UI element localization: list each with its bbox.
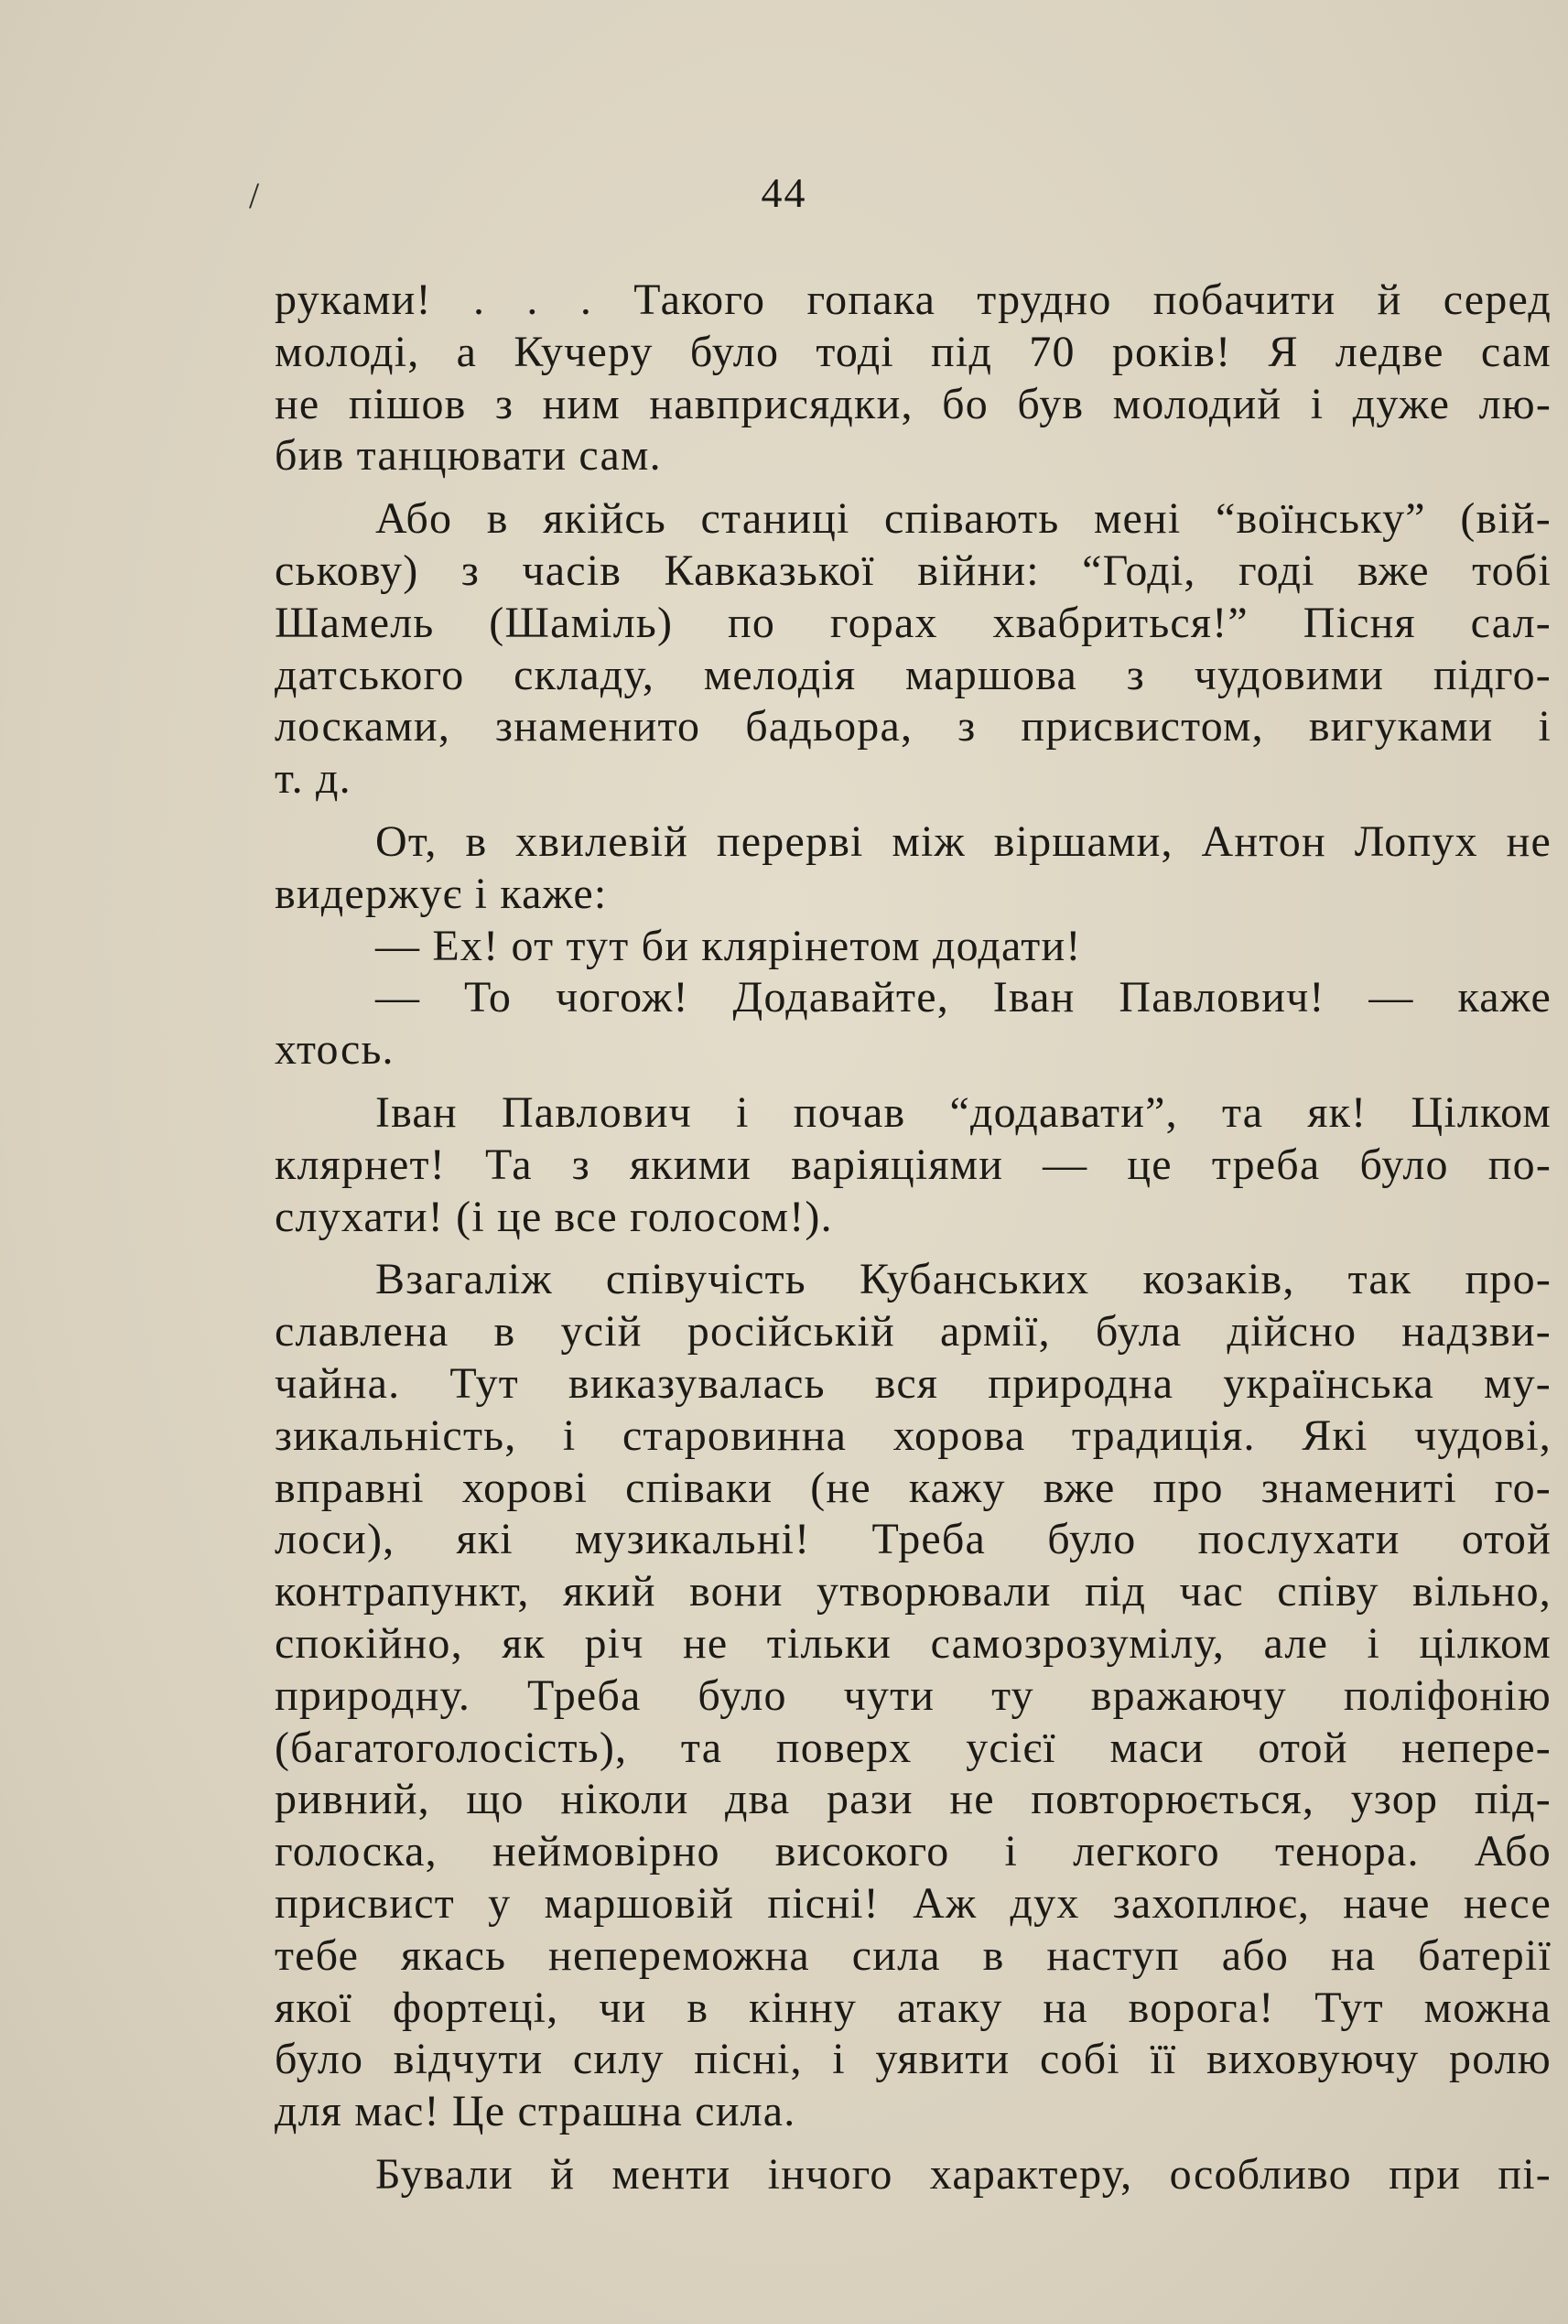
text-line: От, в хвилевій перерві між віршами, Антон Лопух не: [375, 816, 1552, 866]
text-line: зикальність, і старовинна хорова традиція. Які чудові,: [275, 1411, 1552, 1460]
text-line: клярнет! Та з якими варіяціями — це треба було по-: [275, 1140, 1552, 1189]
text-line: голоска, неймовірно високого і легкого тенора. Або: [275, 1827, 1552, 1876]
body-text: [275, 275, 1552, 2201]
text-line: для мас! Це страшна сила.: [275, 2087, 796, 2136]
text-line: молоді, а Кучеру було тоді під 70 років! Я ледве сам: [275, 327, 1552, 376]
text-line: присвист у маршовій пісні! Аж дух захоплює, наче несе: [275, 1878, 1552, 1928]
text-line: ськову) з часів Кавказької війни: “Годі, годі вже тобі: [275, 546, 1552, 595]
text-line: славлена в усій російській армії, була дійсно надзви-: [275, 1307, 1552, 1357]
text-line: Шамель (Шаміль) по горах хвабриться!” Пісня сал-: [275, 598, 1552, 647]
text-line: спокійно, як річ не тільки самозрозумілу, але і цілком: [275, 1618, 1552, 1668]
text-line: тебе якась непереможна сила в наступ або на батерії: [275, 1930, 1552, 1980]
text-line: лоси), які музикальні! Треба було послухати отой: [275, 1515, 1552, 1564]
text-line: Бували й менти інчого характеру, особливо при пі-: [375, 2149, 1552, 2199]
text-line: — Ех! от тут би клярінетом додати!: [375, 921, 1082, 970]
text-line: чайна. Тут виказувалась вся природна українська му-: [275, 1358, 1552, 1408]
text-line: контрапункт, який вони утворювали під час співу вільно,: [275, 1567, 1552, 1616]
text-line: Або в якійсь станиці співають мені “воїнську” (вій-: [375, 494, 1552, 544]
text-line: природну. Треба було чути ту вражаючу поліфонію: [275, 1670, 1552, 1720]
text-line: вправні хорові співаки (не кажу вже про знамениті го-: [275, 1463, 1552, 1512]
text-line: (багатоголосість), та поверх усієї маси отой непере-: [275, 1723, 1552, 1772]
page-number: 44: [761, 169, 807, 216]
text-line: ривний, що ніколи два рази не повторюється, узор під-: [275, 1775, 1552, 1824]
text-line: не пішов з ним навприсядки, бо був молодий і дуже лю-: [275, 379, 1552, 428]
text-line: було відчути силу пісні, і уявити собі її виховуючу ролю: [275, 2035, 1552, 2084]
text-line: слухати! (і це все голосом!).: [275, 1192, 833, 1241]
text-line: хтось.: [275, 1025, 395, 1075]
text-line: видержує і каже:: [275, 869, 608, 918]
text-line: лосками, знаменито бадьора, з присвистом, вигуками і: [275, 702, 1552, 751]
text-line: руками! . . . Такого гопака трудно побачити й серед: [275, 276, 1552, 324]
text-line: — То чогож! Додавайте, Іван Павлович! — каже: [375, 973, 1552, 1022]
text-line: Взагаліж співучість Кубанських козаків, так про-: [375, 1255, 1552, 1304]
text-line: т. д.: [275, 754, 351, 804]
text-line: якої фортеці, чи в кінну атаку на ворога! Тут можна: [275, 1983, 1552, 2032]
text-line: Іван Павлович і почав “додавати”, та як! Цілком: [375, 1087, 1552, 1137]
text-line: бив танцювати сам.: [275, 431, 662, 481]
text-line: датського складу, мелодія маршова з чудовими підго-: [275, 650, 1552, 699]
margin-mark: /: [249, 175, 260, 216]
